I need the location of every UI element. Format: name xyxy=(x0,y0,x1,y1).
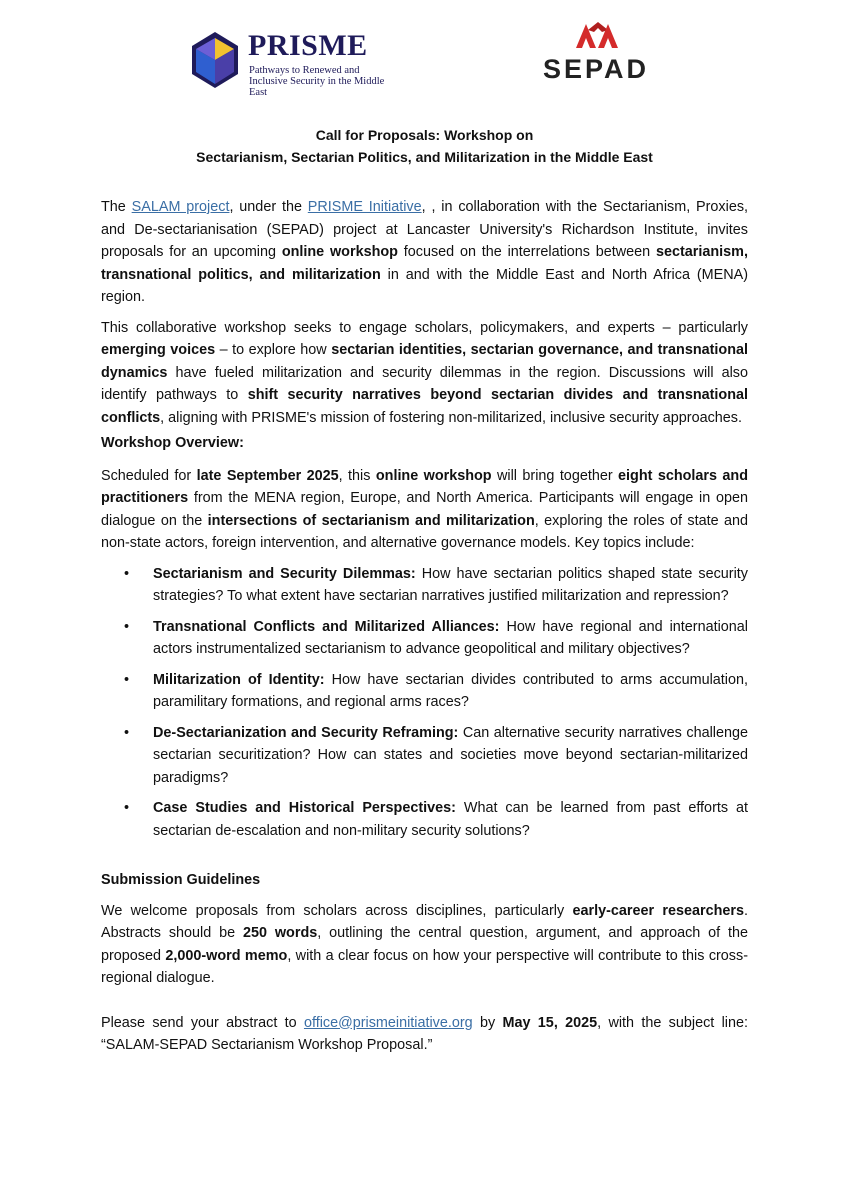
text-run: , this xyxy=(338,467,376,484)
prisme-initiative-link[interactable]: PRISME Initiative xyxy=(307,199,422,215)
bold-run: 250 words xyxy=(242,925,318,941)
overview-heading: Workshop Overview: xyxy=(101,435,244,451)
intro-section xyxy=(101,196,748,429)
bold-run: emerging voices xyxy=(101,342,216,358)
text-run: , aligning with PRISME's mission of fostering non-militarized, inclusive security approaches. xyxy=(160,409,742,426)
text-run: focused on the interrelations between xyxy=(397,244,656,260)
bullet-icon: • xyxy=(124,724,130,741)
topic-title: Case Studies and Historical Perspectives: xyxy=(153,800,456,816)
overview-section xyxy=(101,432,748,850)
bold-run: 2,000-word memo xyxy=(165,947,288,964)
text-run: This collaborative workshop seeks to engage scholars, policymakers, and experts – particularly xyxy=(101,319,748,336)
document-title xyxy=(60,124,789,168)
prisme-tagline: Pathways to Renewed and Inclusive Security in the Middle East xyxy=(249,65,385,98)
bold-run: sectarian identities, sectarian governance, and transnational dynamics xyxy=(101,342,748,381)
topic-text: How have sectarian politics shaped state security strategies? To what extent have sectarian narratives justified militarization and repression? xyxy=(153,565,748,604)
salam-project-link[interactable]: SALAM project xyxy=(131,199,230,215)
overview-paragraph xyxy=(101,465,748,555)
text-run: , , in collaboration with the Sectarianism, Proxies, and De-sectarianisation (SEPAD) project at Lancaster University's Richardson Institute, invites proposals for an upcoming xyxy=(101,199,749,260)
sepad-wordmark: SEPAD xyxy=(542,54,650,84)
text-run: Scheduled for xyxy=(101,467,197,484)
bullet-icon: • xyxy=(124,565,130,582)
topic-item xyxy=(101,563,748,608)
text-run: , with a clear focus on how your perspective will contribute to this cross-regional dialogue. xyxy=(101,947,748,986)
submission-heading: Submission Guidelines xyxy=(101,872,261,888)
submission-paragraph-1 xyxy=(101,900,748,990)
text-run: from the MENA region, Europe, and North America. Participants will engage in open dialogue on the xyxy=(101,490,748,529)
topic-item xyxy=(101,722,748,790)
bullet-icon: • xyxy=(124,618,130,635)
bold-run: late September 2025 xyxy=(196,467,339,484)
topic-title: Sectarianism and Security Dilemmas: xyxy=(153,565,416,582)
text-run: have fueled militarization and security dilemmas in the region. Discussions will also identify pathways to xyxy=(101,364,748,403)
topic-text: Can alternative security narratives challenge sectarian securitization? How can states and societies move beyond sectarian-militarized paradigms? xyxy=(153,724,748,786)
prisme-logo xyxy=(192,29,392,98)
text-run: will bring together xyxy=(491,467,619,484)
bold-run: sectarianism, transnational politics, and militarization xyxy=(101,244,748,283)
sepad-emblem-icon xyxy=(574,20,620,50)
bold-run: online workshop xyxy=(375,467,492,484)
text-run: The xyxy=(101,199,132,215)
submission-section xyxy=(101,869,748,1057)
sepad-logo xyxy=(532,20,662,88)
bold-run: May 15, 2025 xyxy=(502,1014,598,1031)
topic-item xyxy=(101,616,748,661)
topic-text: What can be learned from past efforts at sectarian de-escalation and non-military security solutions? xyxy=(153,800,748,839)
text-run: , exploring the roles of state and non-state actors, foreign intervention, and alternative governance models. Key topics include: xyxy=(101,512,749,551)
topic-text: How have sectarian divides contributed to arms accumulation, paramilitary formations, and regional arms races? xyxy=(153,671,748,710)
text-run: – to explore how xyxy=(215,342,332,358)
text-run: by xyxy=(472,1014,503,1031)
topic-title: Transnational Conflicts and Militarized Alliances: xyxy=(153,618,500,635)
topic-item xyxy=(101,797,748,842)
text-run: We welcome proposals from scholars across disciplines, particularly xyxy=(101,902,573,919)
prisme-wordmark: PRISME xyxy=(248,29,368,62)
text-run: , with the subject line: “SALAM-SEPAD Sectarianism Workshop Proposal.” xyxy=(101,1014,748,1053)
topic-text: How have regional and international actors instrumentalized sectarianism to advance geopolitical and military objectives? xyxy=(153,618,749,657)
text-run: Please send your abstract to xyxy=(101,1014,304,1031)
title-line-1: Call for Proposals: Workshop on xyxy=(315,127,534,143)
text-run: , under the xyxy=(229,199,308,215)
bold-run: eight scholars and practitioners xyxy=(101,467,748,506)
text-run: , outlining the central question, argument, and approach of the proposed xyxy=(101,925,749,964)
bullet-icon: • xyxy=(124,671,130,688)
title-line-2: Sectarianism, Sectarian Politics, and Militarization in the Middle East xyxy=(196,149,653,165)
bold-run: early-career researchers xyxy=(572,902,744,919)
topic-item xyxy=(101,669,748,714)
email-link[interactable]: office@prismeinitiative.org xyxy=(303,1014,473,1031)
text-run: . Abstracts should be xyxy=(101,902,748,941)
topic-title: De-Sectarianization and Security Reframing: xyxy=(153,724,459,741)
topics-list xyxy=(101,563,748,843)
bold-run: intersections of sectarianism and militarization xyxy=(207,512,535,529)
topic-title: Militarization of Identity: xyxy=(153,671,325,688)
bold-run: online workshop xyxy=(281,244,398,260)
intro-paragraph-1 xyxy=(101,196,748,309)
prisme-emblem-icon xyxy=(192,32,238,88)
bold-run: shift security narratives beyond sectarian divides and transnational conflicts xyxy=(101,387,748,426)
bullet-icon: • xyxy=(124,800,130,816)
intro-paragraph-2 xyxy=(101,317,748,430)
submission-paragraph-2 xyxy=(101,1012,748,1057)
text-run: in and with the Middle East and North Africa (MENA) region. xyxy=(101,266,749,305)
